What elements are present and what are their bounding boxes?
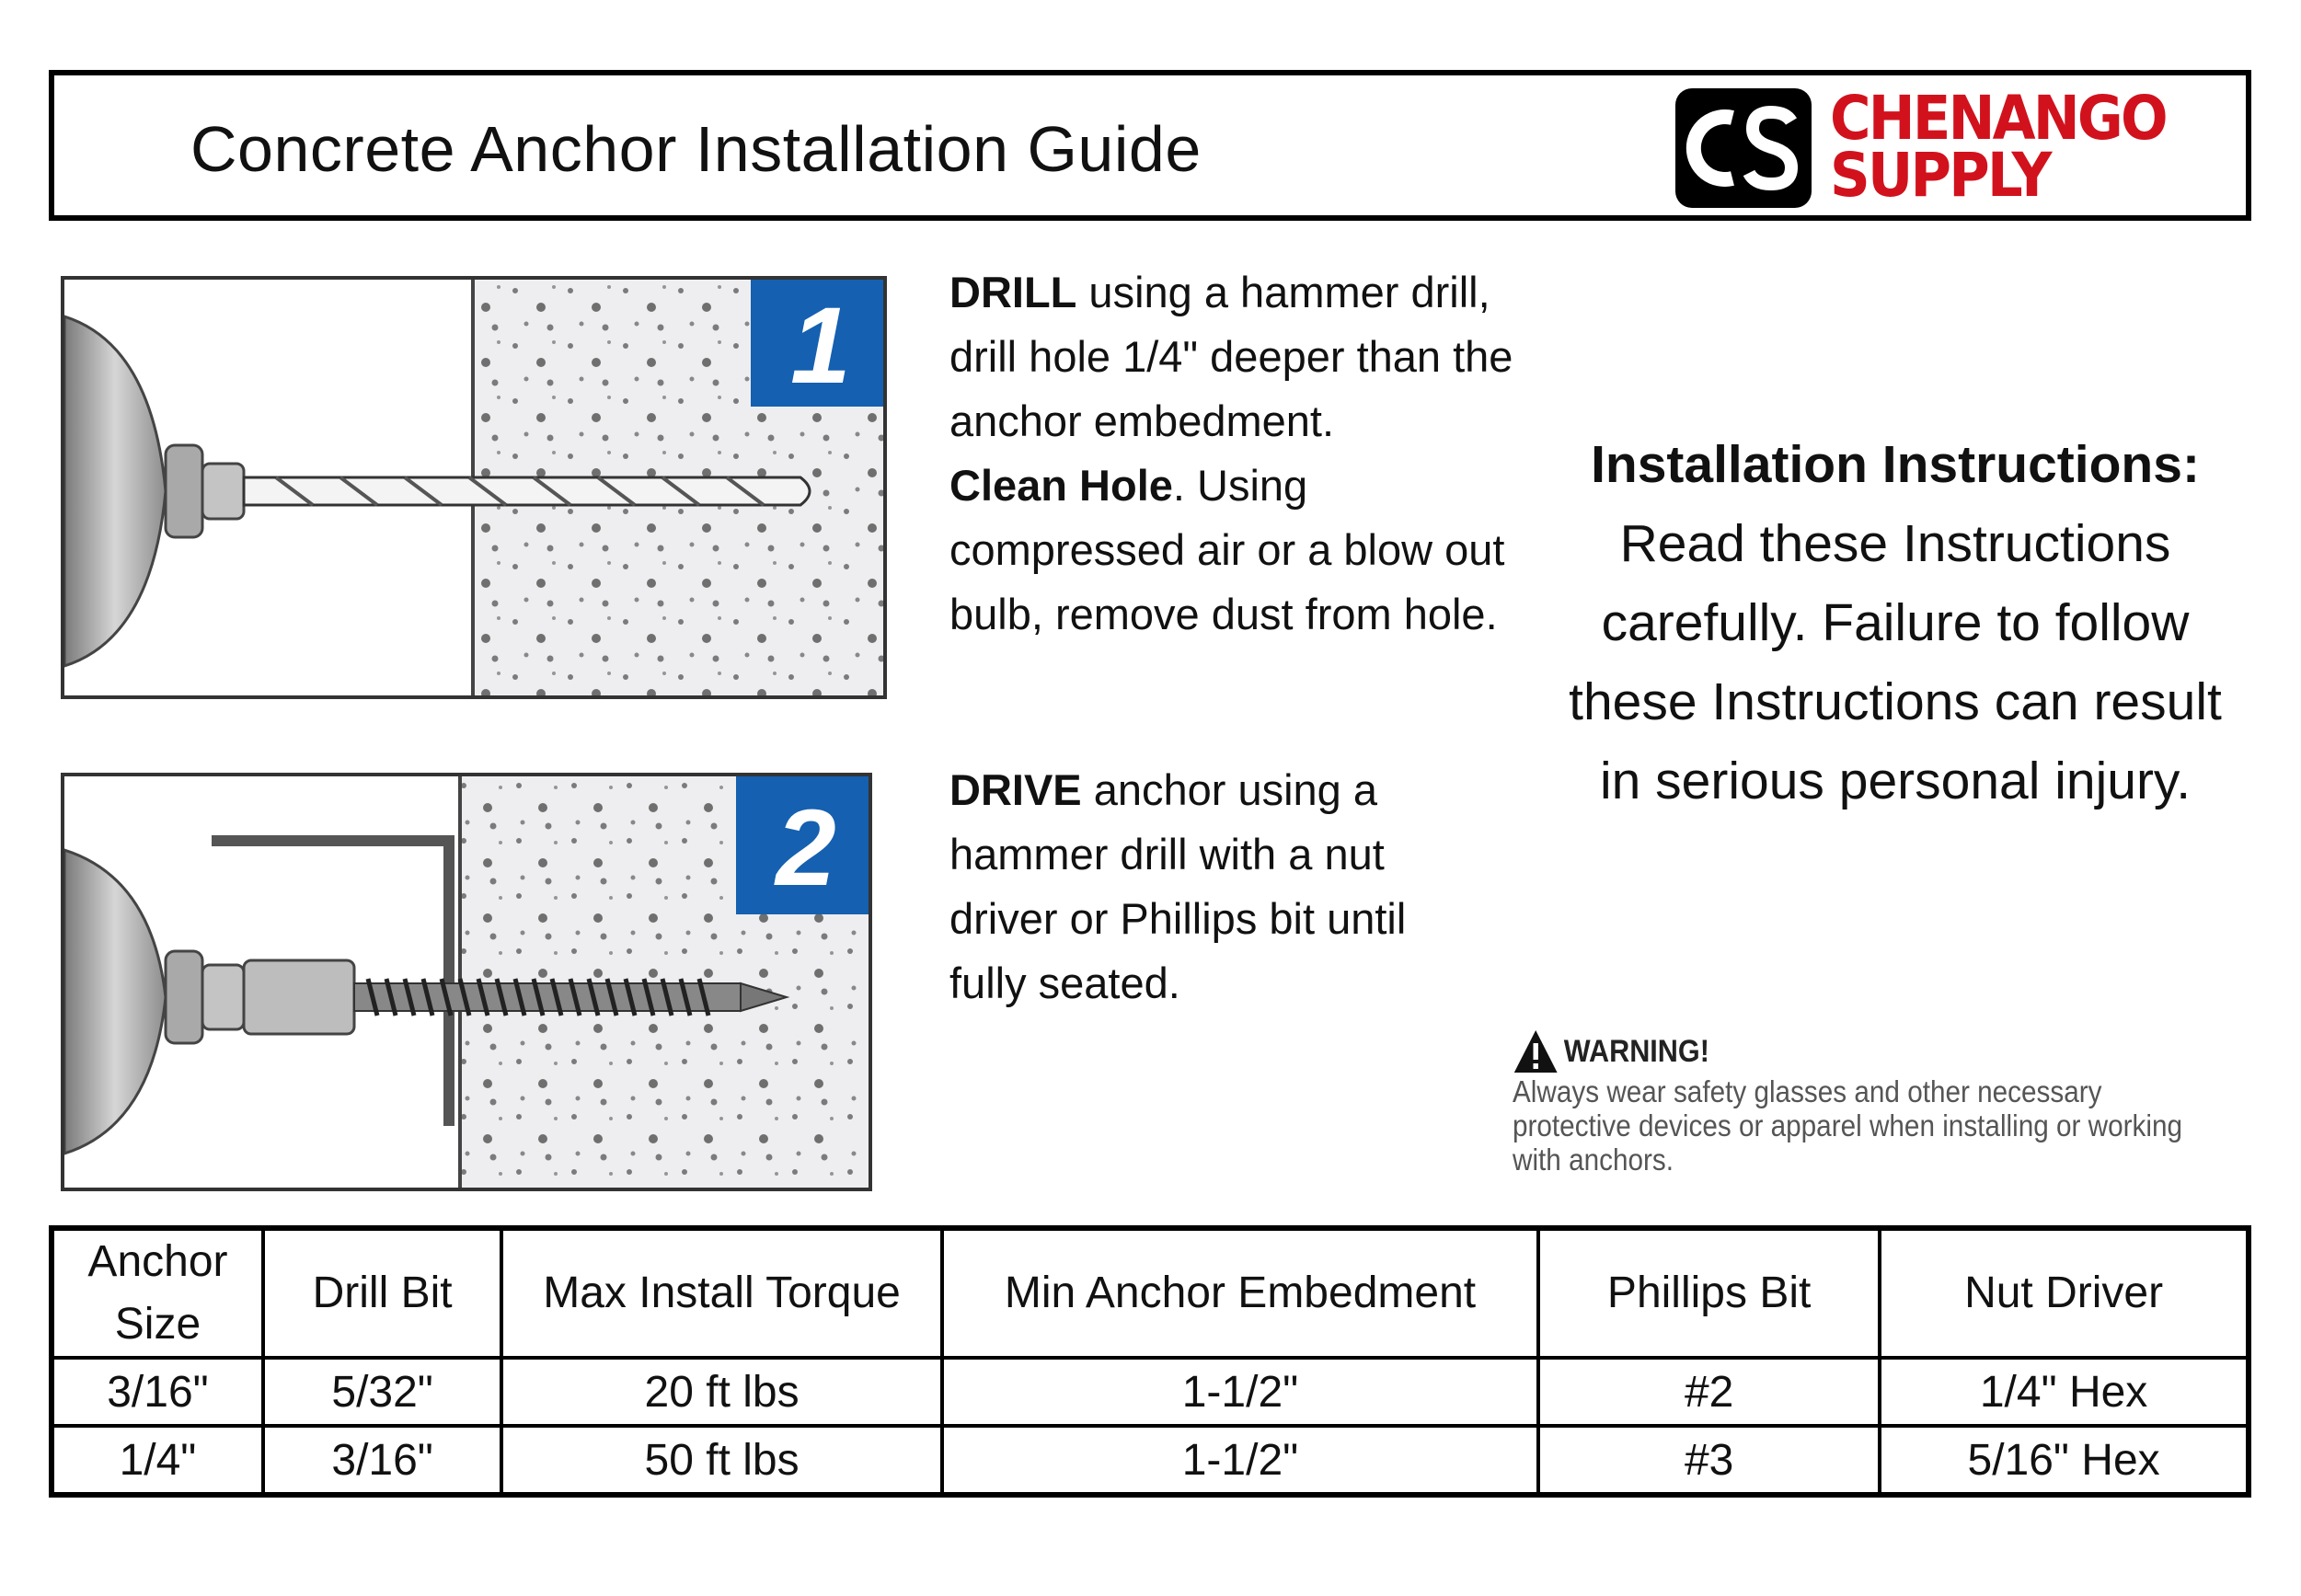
step-1-clean-label: Clean Hole: [949, 461, 1173, 510]
warning-text: Always wear safety glasses and other necessary protective devices or apparel when installing or working with anchors.: [1513, 1074, 2183, 1177]
logo-word-chenango: CHENANGO: [1830, 83, 2166, 154]
table-cell: #2: [1538, 1358, 1880, 1426]
table-cell: 5/32": [263, 1358, 501, 1426]
column-header-phillips-bit: Phillips Bit: [1538, 1228, 1880, 1358]
step-1-text: [949, 260, 1538, 647]
header-box: [49, 70, 2251, 221]
table-cell: 1-1/2": [942, 1358, 1538, 1426]
step-2-illustration: [61, 773, 872, 1191]
column-header-nut-driver: Nut Driver: [1880, 1228, 2249, 1358]
table-row: [52, 1426, 2249, 1495]
step-2-drive-label: DRIVE: [949, 765, 1082, 814]
warning-heading: WARNING!: [1563, 1033, 1709, 1069]
step-1-drill-label: DRILL: [949, 268, 1077, 316]
step-1-badge: 1: [790, 285, 851, 407]
column-header-max-install-torque: Max Install Torque: [501, 1228, 942, 1358]
warning-triangle-icon: [1513, 1028, 1559, 1074]
table-cell: 1-1/2": [942, 1426, 1538, 1495]
step-1-clean-text: . Using compressed air or a blow out bulb, remove dust from hole.: [949, 461, 1505, 638]
installation-title: Installation Instructions:: [1591, 435, 2200, 494]
column-header-anchor-size: Anchor Size: [52, 1228, 263, 1358]
warning-box: [1513, 1028, 2192, 1177]
table-cell: 20 ft lbs: [501, 1358, 942, 1426]
table-cell: 1/4" Hex: [1880, 1358, 2249, 1426]
table-cell: 1/4": [52, 1426, 263, 1495]
step-2-drive-text: anchor using a hammer drill with a nut driver or Phillips bit until fully seated.: [949, 765, 1407, 1007]
table-cell: 3/16": [263, 1426, 501, 1495]
installation-instructions: [1564, 425, 2226, 821]
installation-body: Read these Instructions carefully. Failure to follow these Instructions can result in serious personal injury.: [1569, 514, 2222, 810]
cs-logo-mark-icon: [1675, 88, 1812, 208]
page-title: Concrete Anchor Installation Guide: [190, 113, 1202, 185]
chenango-supply-logo: [1675, 85, 2227, 212]
step-2-text: [949, 758, 1492, 1016]
table-row: [52, 1358, 2249, 1426]
table-cell: 50 ft lbs: [501, 1426, 942, 1495]
table-header-row: [52, 1228, 2249, 1358]
logo-word-supply: SUPPLY: [1830, 140, 2050, 211]
step-1-illustration: [61, 276, 887, 699]
step-2-badge: 2: [776, 787, 836, 909]
step-1-drill-text: using a hammer drill, drill hole 1/4" deeper than the anchor embedment.: [949, 268, 1513, 445]
column-header-drill-bit: Drill Bit: [263, 1228, 501, 1358]
anchor-spec-table: [49, 1225, 2251, 1498]
table-cell: 3/16": [52, 1358, 263, 1426]
table-cell: 5/16" Hex: [1880, 1426, 2249, 1495]
warning-heading-row: [1513, 1028, 2192, 1074]
table-cell: #3: [1538, 1426, 1880, 1495]
column-header-min-anchor-embedment: Min Anchor Embedment: [942, 1228, 1538, 1358]
